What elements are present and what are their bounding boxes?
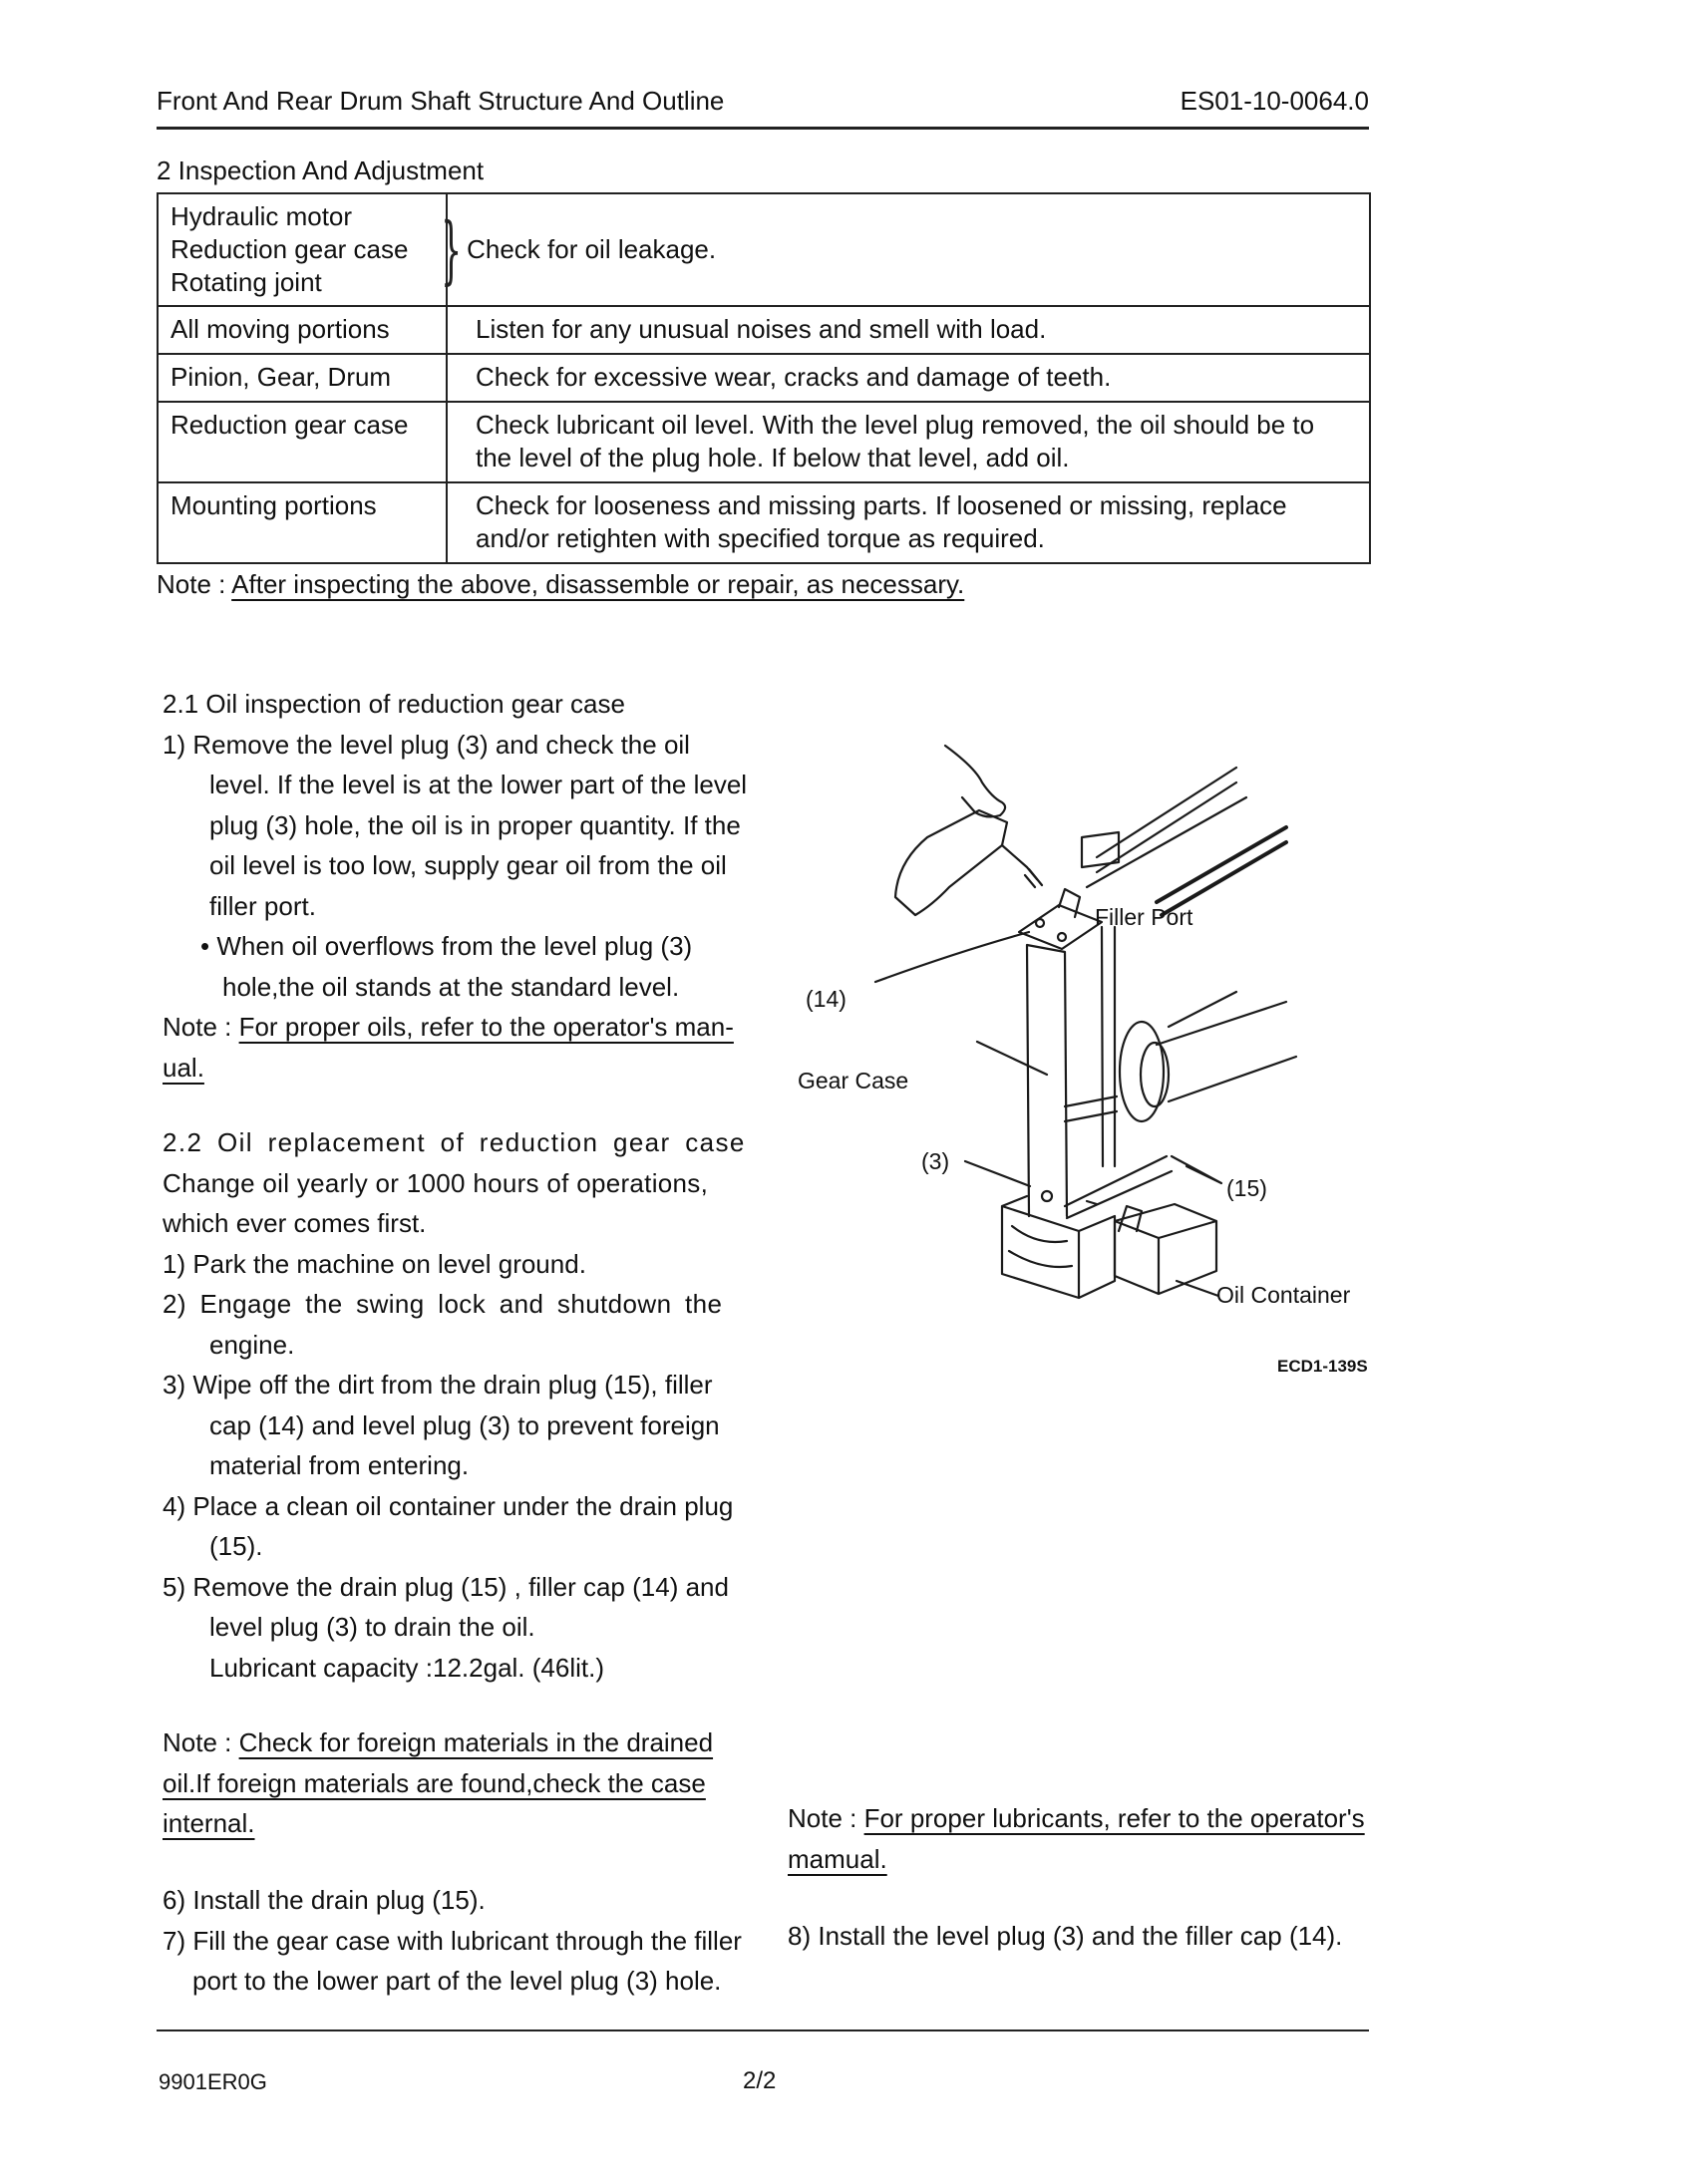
table-row: [158, 193, 1370, 306]
step-line: port to the lower part of the level plug (3) hole.: [192, 1966, 722, 1996]
gear-case-column: [1027, 945, 1067, 1216]
bolt: [1058, 933, 1066, 941]
step-line: (15).: [209, 1531, 263, 1561]
step-line: 2) Engage the swing lock and shutdown the: [163, 1289, 723, 1319]
table-cell-item: Reduction gear case: [158, 402, 447, 482]
final-steps: [163, 1880, 761, 2002]
table-row: [158, 402, 1370, 482]
page-number: 2/2: [743, 2067, 777, 2094]
note-text: internal.: [163, 1808, 255, 1838]
oils-note: [163, 1007, 761, 1048]
step-line: 3) Wipe off the dirt from the drain plug (15), filler: [163, 1370, 713, 1400]
label-filler-port: Filler Port: [1095, 904, 1193, 930]
document-number: ES01-10-0064.0: [1180, 86, 1369, 116]
lubricants-note: [788, 1798, 1386, 1879]
note-text: mamual.: [788, 1843, 887, 1874]
step-line: 7) Fill the gear case with lubricant through the filler: [163, 1925, 742, 1956]
note-prefix: Note :: [163, 1012, 239, 1042]
step-line: cap (14) and level plug (3) to prevent foreign: [209, 1409, 720, 1440]
step-line: level plug (3) to drain the oil.: [209, 1612, 535, 1642]
note-prefix: Note :: [788, 1803, 864, 1833]
oil-stream: [1025, 869, 1042, 887]
step-line: filler port.: [209, 890, 316, 921]
section-2-1: [163, 684, 761, 1088]
step-line: 4) Place a clean oil container under the drain plug: [163, 1490, 734, 1521]
leader-3: [965, 1161, 1030, 1186]
table-cell-item: [158, 193, 447, 306]
note-text: ual.: [163, 1052, 204, 1083]
leader-15: [1172, 1156, 1221, 1183]
gear-case-illustration: [798, 728, 1376, 1346]
wood-grain: [1009, 1226, 1072, 1267]
note-prefix: Note :: [157, 569, 232, 599]
filler-cap: [1059, 889, 1080, 917]
subsection-title: 2.2 Oil replacement of reduction gear case: [163, 1127, 746, 1157]
table-row: [158, 482, 1370, 563]
bullet-line: hole,the oil stands at the standard level.: [222, 971, 680, 1002]
note-text: oil.If foreign materials are found,check the case: [163, 1767, 706, 1798]
item-line: Reduction gear case: [170, 234, 409, 264]
table-cell-check: Check lubricant oil level. With the level plug removed, the oil should be to the level of the plug hole. If below that level, add oil.: [447, 402, 1370, 482]
drum-shaft: [1157, 1002, 1296, 1101]
top-plate: [1019, 905, 1102, 949]
step-line: 5) Remove the drain plug (15) , filler cap (14) and: [163, 1571, 729, 1602]
rail-bracket: [1082, 832, 1119, 867]
label-14: (14): [806, 986, 847, 1012]
table-cell-item: All moving portions: [158, 306, 447, 354]
leader-14: [875, 932, 1029, 982]
step-line: material from entering.: [209, 1450, 470, 1480]
foreign-materials-note: [163, 1722, 761, 1844]
intro-line: Change oil yearly or 1000 hours of operations,: [163, 1167, 709, 1198]
step-line: oil level is too low, supply gear oil from the oil: [209, 850, 727, 880]
note-text: For proper lubricants, refer to the operator's: [863, 1803, 1365, 1833]
brace-mark: }: [440, 206, 463, 293]
rear-rail: [1157, 827, 1286, 915]
step-8: 8) Install the level plug (3) and the filler cap (14).: [788, 1921, 1343, 1951]
table-cell-check: Check for excessive wear, cracks and damage of teeth.: [447, 354, 1370, 402]
label-gear-case: Gear Case: [798, 1068, 909, 1093]
subsection-title: 2.1 Oil inspection of reduction gear case: [163, 689, 625, 719]
page-title: Front And Rear Drum Shaft Structure And Outline: [157, 86, 725, 116]
note-prefix: Note :: [163, 1727, 239, 1757]
figure-code: ECD1-139S: [1277, 1357, 1368, 1376]
oil-container-box: [1115, 1204, 1216, 1294]
hand-outline: [945, 746, 1005, 816]
header-divider: [157, 127, 1369, 130]
bullet-line: • When oil overflows from the level plug (3): [200, 931, 693, 961]
label-3: (3): [921, 1148, 950, 1174]
bolt: [1036, 919, 1044, 927]
item-line: Hydraulic motor: [170, 201, 353, 231]
table-note: [157, 564, 964, 605]
label-oil-container: Oil Container: [1216, 1282, 1351, 1308]
coupling: [1065, 1096, 1117, 1121]
base-block: [1002, 1196, 1115, 1298]
oil-jug: [895, 810, 1007, 915]
table-row: [158, 306, 1370, 354]
leader-gear-case: [977, 1042, 1047, 1075]
note-text: After inspecting the above, disassemble or repair, as necessary.: [231, 569, 965, 599]
upper-rail: [1087, 768, 1246, 887]
table-cell-check: Listen for any unusual noises and smell with load.: [447, 306, 1370, 354]
inspection-table: [157, 192, 1371, 564]
leader-oil-container: [1177, 1281, 1218, 1296]
section-2-2: [163, 1122, 761, 1688]
item-line: Rotating joint: [170, 267, 322, 297]
step-line: engine.: [209, 1329, 295, 1360]
step-line: Lubricant capacity :12.2gal. (46lit.): [209, 1652, 604, 1683]
table-cell-item: Mounting portions: [158, 482, 447, 563]
step-line: 1) Remove the level plug (3) and check the oil: [163, 729, 690, 760]
intro-line: which ever comes first.: [163, 1208, 427, 1238]
step-line: 6) Install the drain plug (15).: [163, 1885, 486, 1915]
note-text: For proper oils, refer to the operator's man-: [238, 1012, 734, 1042]
table-cell-check: Check for looseness and missing parts. If loosened or missing, replace and/or retighten with specified torque as required.: [447, 482, 1370, 563]
footer-divider: [157, 2029, 1369, 2031]
section-title: 2 Inspection And Adjustment: [157, 156, 485, 185]
note-text: Check for foreign materials in the drained: [238, 1727, 714, 1757]
footer-code: 9901ER0G: [159, 2069, 267, 2094]
drain-fitting: [1087, 1201, 1097, 1204]
step-line: plug (3) hole, the oil is in proper quantity. If the: [209, 809, 741, 840]
step-line: 1) Park the machine on level ground.: [163, 1248, 586, 1279]
check-text: Check for oil leakage.: [467, 234, 717, 264]
label-15: (15): [1226, 1175, 1267, 1201]
table-cell-check: [440, 193, 1370, 306]
step-line: level. If the level is at the lower part of the level: [209, 770, 748, 799]
table-cell-item: Pinion, Gear, Drum: [158, 354, 447, 402]
table-row: [158, 354, 1370, 402]
right-post: [1102, 927, 1115, 1166]
level-plug: [1042, 1191, 1052, 1201]
